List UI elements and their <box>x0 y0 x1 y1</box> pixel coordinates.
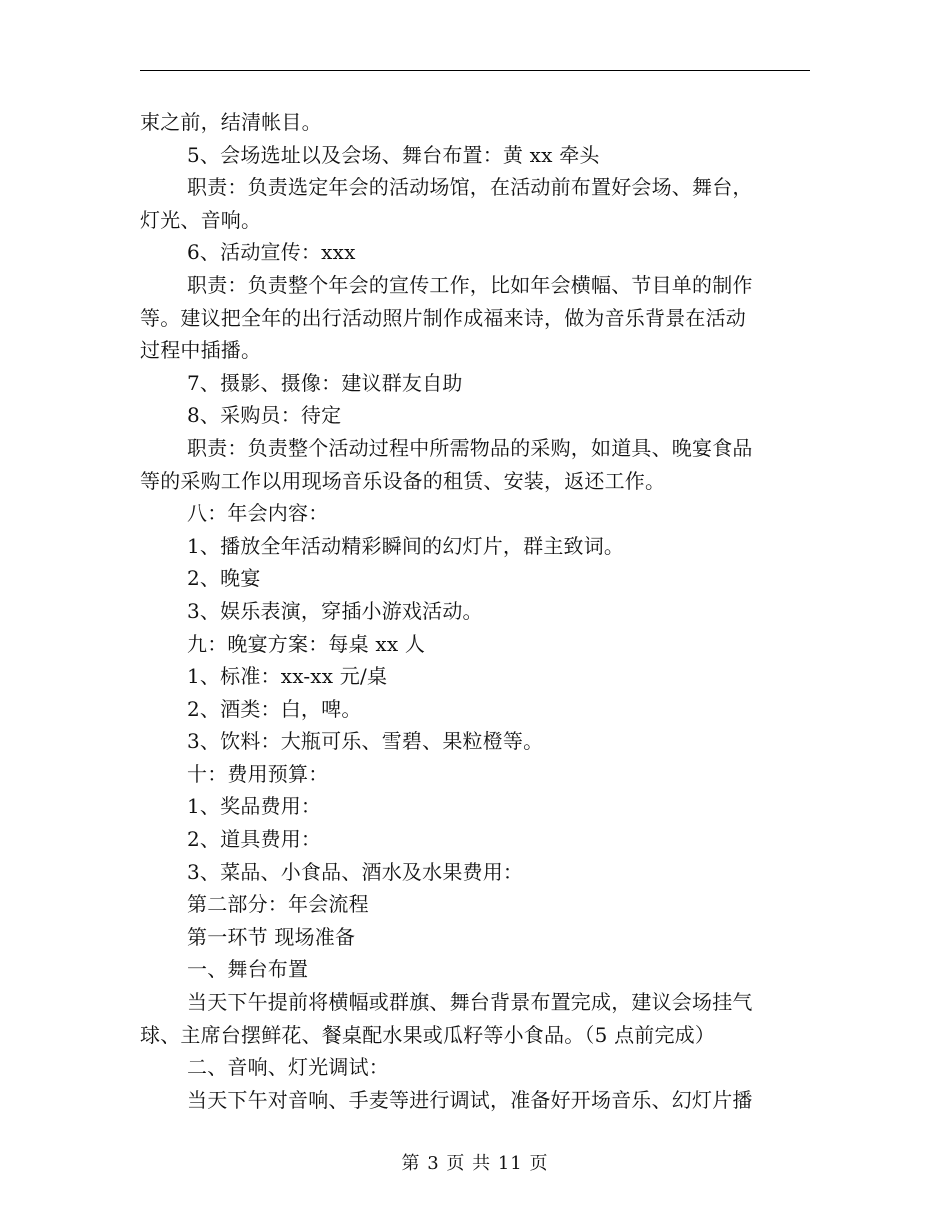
text-line: 职责：负责整个活动过程中所需物品的采购，如道具、晚宴食品 <box>187 435 753 460</box>
text-line: 8、采购员：待定 <box>187 403 342 428</box>
header-rule <box>140 70 810 71</box>
section-heading: 第二部分：年会流程 <box>187 892 369 917</box>
text-line: 职责：负责选定年会的活动场馆，在活动前布置好会场、舞台， <box>187 175 753 200</box>
text-line: 等。建议把全年的出行活动照片制作成福来诗，做为音乐背景在活动 <box>140 305 746 330</box>
text-line: 灯光、音响。 <box>140 207 262 232</box>
text-line: 6、活动宣传：xxx <box>187 240 356 265</box>
text-line: 当天下午提前将横幅或群旗、舞台背景布置完成，建议会场挂气 <box>187 990 753 1015</box>
section-heading: 一、舞台布置 <box>187 957 309 982</box>
text-line: 3、饮料：大瓶可乐、雪碧、果粒橙等。 <box>187 729 544 754</box>
document-body <box>140 106 810 1116</box>
text-line: 当天下午对音响、手麦等进行调试，准备好开场音乐、幻灯片播 <box>187 1087 753 1112</box>
text-line: 1、奖品费用： <box>187 794 322 819</box>
section-heading: 二、音响、灯光调试： <box>187 1055 389 1080</box>
text-line: 1、标准：xx-xx 元/桌 <box>187 664 388 689</box>
section-heading: 八：年会内容： <box>187 501 329 526</box>
page-number: 第 3 页 共 11 页 <box>401 1153 549 1174</box>
section-heading: 第一环节 现场准备 <box>187 924 356 949</box>
text-line: 过程中插播。 <box>140 338 262 363</box>
text-line: 7、摄影、摄像：建议群友自助 <box>187 370 463 395</box>
text-line: 3、娱乐表演，穿插小游戏活动。 <box>187 598 483 623</box>
text-line: 束之前，结清帐目。 <box>140 110 322 134</box>
section-heading: 九：晚宴方案：每桌 xx 人 <box>187 631 426 656</box>
text-line: 3、菜品、小食品、酒水及水果费用： <box>187 859 524 884</box>
text-line: 2、晚宴 <box>187 566 261 591</box>
text-line: 2、道具费用： <box>187 827 322 852</box>
text-line: 1、播放全年活动精彩瞬间的幻灯片，群主致词。 <box>187 533 625 558</box>
text-line: 等的采购工作以用现场音乐设备的租赁、安装，返还工作。 <box>140 468 666 493</box>
text-line: 5、会场选址以及会场、舞台布置：黄 xx 牵头 <box>187 142 600 167</box>
section-heading: 十：费用预算： <box>187 761 329 786</box>
text-line: 2、酒类：白，啤。 <box>187 696 362 721</box>
text-line: 球、主席台摆鲜花、餐桌配水果或瓜籽等小食品。（5 点前完成） <box>140 1022 716 1047</box>
text-line: 职责：负责整个年会的宣传工作，比如年会横幅、节目单的制作 <box>187 272 753 297</box>
